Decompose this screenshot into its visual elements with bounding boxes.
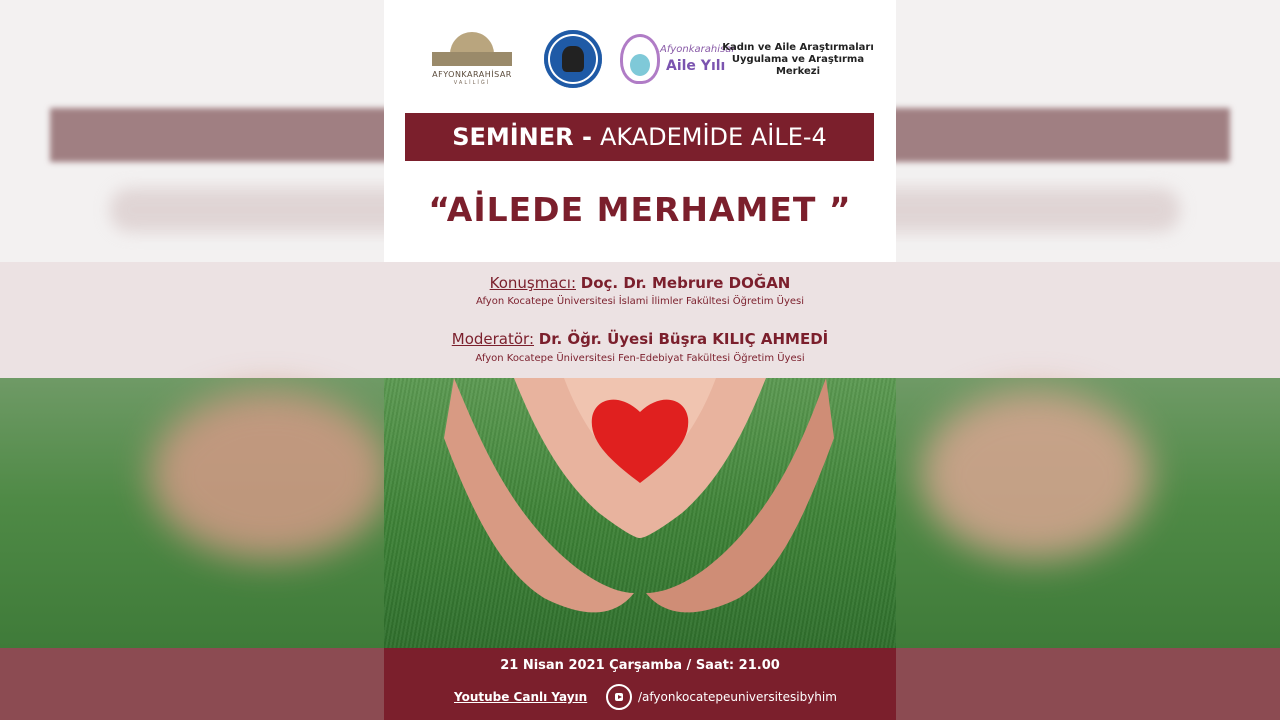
bg-hands-left [150,390,390,560]
valilik-name: AFYONKARAHİSAR [432,70,512,79]
youtube-play-icon[interactable] [606,684,632,710]
valilik-sub: VALİLİĞİ [453,80,491,86]
university-seal-logo [544,30,602,88]
moderator-affiliation: Afyon Kocatepe Üniversitesi Fen-Edebiyat Fakültesi Öğretim Üyesi [475,353,805,364]
play-triangle [618,695,622,699]
speaker-label: Konuşmacı: [489,274,576,292]
moderator-label: Moderatör: [451,330,534,348]
building-icon [450,32,494,54]
band-title: AKADEMİDE AİLE-4 [599,123,827,151]
band-bold: SEMİNER - [452,123,592,151]
bg-hands-right [920,390,1150,560]
footer-bar [384,648,896,720]
youtube-channel-link[interactable]: /afyonkocatepeuniversitesibyhim [638,690,837,704]
event-date: 21 Nisan 2021 Çarşamba / Saat: 21.00 [500,658,780,673]
hands-heart-illustration [384,378,896,648]
speaker-affiliation: Afyon Kocatepe Üniversitesi İslami İlimler Fakültesi Öğretim Üyesi [475,296,805,307]
seminar-band [405,113,874,161]
family-child-icon [630,54,650,76]
seminar-title: “AİLEDE MERHAMET ” [428,190,852,229]
aile-yili-logo [620,28,736,90]
hands-heart-photo [384,378,896,648]
moderator-line [384,330,896,348]
speakers-panel [384,262,896,378]
speaker-line [384,274,896,292]
aile-yili-top: Afyonkarahisar [660,44,736,55]
youtube-label[interactable]: Youtube Canlı Yayın [454,690,588,704]
valilik-logo [426,32,518,88]
research-center-name: Kadın ve Aile Araştırmaları Uygulama ve Araştırma Merkezi [722,42,874,77]
seal-emblem-icon [562,46,584,72]
moderator-name: Dr. Öğr. Üyesi Büşra KILIÇ AHMEDİ [538,330,829,348]
seminar-poster [384,0,896,720]
speaker-name: Doç. Dr. Mebrure DOĞAN [580,274,791,292]
building-base [432,52,512,66]
logo-row [384,24,896,96]
aile-yili-bottom: Aile Yılı [666,58,726,74]
